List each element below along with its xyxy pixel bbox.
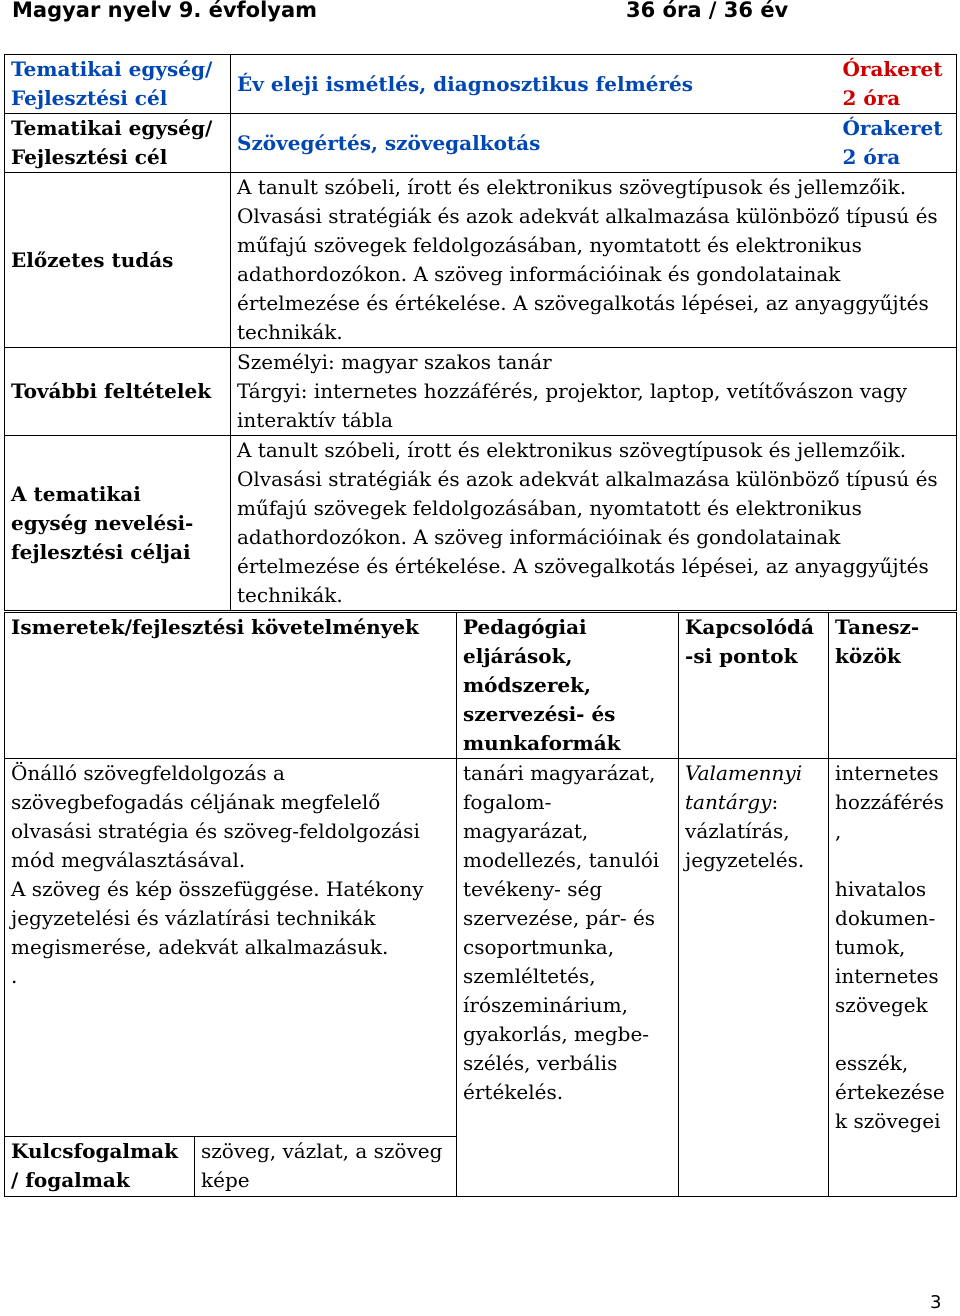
unit2-title: Szövegértés, szövegalkotás <box>231 114 837 173</box>
tools-header: Tanesz- közök <box>829 613 957 759</box>
conditions-text <box>231 348 957 436</box>
req-text-1: Önálló szövegfeldolgozás a szövegbefogadás céljának megfelelő olvasási stratégia és szöveg-feldolgozási mód megválasztásával. <box>11 761 420 872</box>
prior-knowledge-label: Előzetes tudás <box>5 173 231 348</box>
unit1-title: Év eleji ismétlés, diagnosztikus felmérés <box>231 55 837 114</box>
links-colon: : <box>771 790 779 814</box>
unit1-hours-label: Órakeret <box>842 57 943 81</box>
goals-label: A tematikai egység nevelési-fejlesztési céljai <box>5 436 231 611</box>
conditions-personal: Személyi: magyar szakos tanár <box>237 350 552 374</box>
tools-3: esszék, értekezése k szövegei <box>835 1051 945 1133</box>
methods-text: tanári magyarázat, fogalom- magyarázat, modellezés, tanulói tevékeny- ség szervezése, pár- és csoportmunka, szemléltetés, írószeminárium, gyakorlás, megbe- szélés, verbális értékelés. <box>457 759 679 1197</box>
goals-text: A tanult szóbeli, írott és elektronikus szövegtípusok és jellemzőik. Olvasási stratégiák és azok adekvát alkalmazása különböző típusú és műfajú szövegek feldolgozásában, nyomtatott és elektronikus adathordozókon. A szöveg információinak és gondolatainak értelmezése és értékelése. A szövegalkotás lépései, az anyaggyűjtés technikák. <box>231 436 957 611</box>
unit1-hours-value: 2 óra <box>842 86 901 110</box>
prior-knowledge-text: A tanult szóbeli, írott és elektronikus szövegtípusok és jellemzőik. Olvasási stratégiák és azok adekvát alkalmazása különböző típusú és műfajú szövegek feldolgozásában, nyomtatott és elektronikus adathordozókon. A szöveg információinak és gondolatainak értelmezése és értékelése. A szövegalkotás lépései, az anyaggyűjtés technikák. <box>231 173 957 348</box>
links-header: Kapcsolódá -si pontok <box>679 613 829 759</box>
req-text-3: . <box>11 964 18 988</box>
unit2-hours-value: 2 óra <box>842 145 901 169</box>
page-number: 3 <box>930 1292 942 1313</box>
unit2-label: Tematikai egység/ Fejlesztési cél <box>5 114 231 173</box>
unit1-hours <box>837 55 957 114</box>
tools-2: hivatalos dokumen- tumok, internetes szövegek <box>835 877 939 1017</box>
req-text <box>5 759 457 1137</box>
unit2-hours <box>837 114 957 173</box>
conditions-label: További feltételek <box>5 348 231 436</box>
links-activities: vázlatírás, jegyzetelés. <box>685 819 805 872</box>
req-header: Ismeretek/fejlesztési követelmények <box>5 613 457 759</box>
requirements-table <box>4 612 957 1197</box>
methods-header: Pedagógiai eljárások, módszerek, szervezési- és munkaformák <box>457 613 679 759</box>
header-hours: 36 óra / 36 év <box>626 0 789 22</box>
tools-1: internetes hozzáférés , <box>835 761 944 843</box>
links-subject: Valamennyi tantárgy <box>685 761 803 814</box>
header-subject: Magyar nyelv 9. évfolyam <box>12 0 318 22</box>
conditions-material: Tárgyi: internetes hozzáférés, projektor, laptop, vetítővászon vagy interaktív tábla <box>237 379 908 432</box>
unit2-hours-label: Órakeret <box>842 116 943 140</box>
req-text-2: A szöveg és kép összefüggése. Hatékony jegyzetelési és vázlatírási technikák megismerése, adekvát alkalmazásuk. <box>11 877 424 959</box>
keywords-label: Kulcsfogalmak / fogalmak <box>5 1137 195 1197</box>
topic-table <box>4 54 957 611</box>
links-text <box>679 759 829 1197</box>
tools-text <box>829 759 957 1197</box>
keywords-text: szöveg, vázlat, a szöveg képe <box>195 1137 457 1197</box>
unit1-label: Tematikai egység/ Fejlesztési cél <box>5 55 231 114</box>
